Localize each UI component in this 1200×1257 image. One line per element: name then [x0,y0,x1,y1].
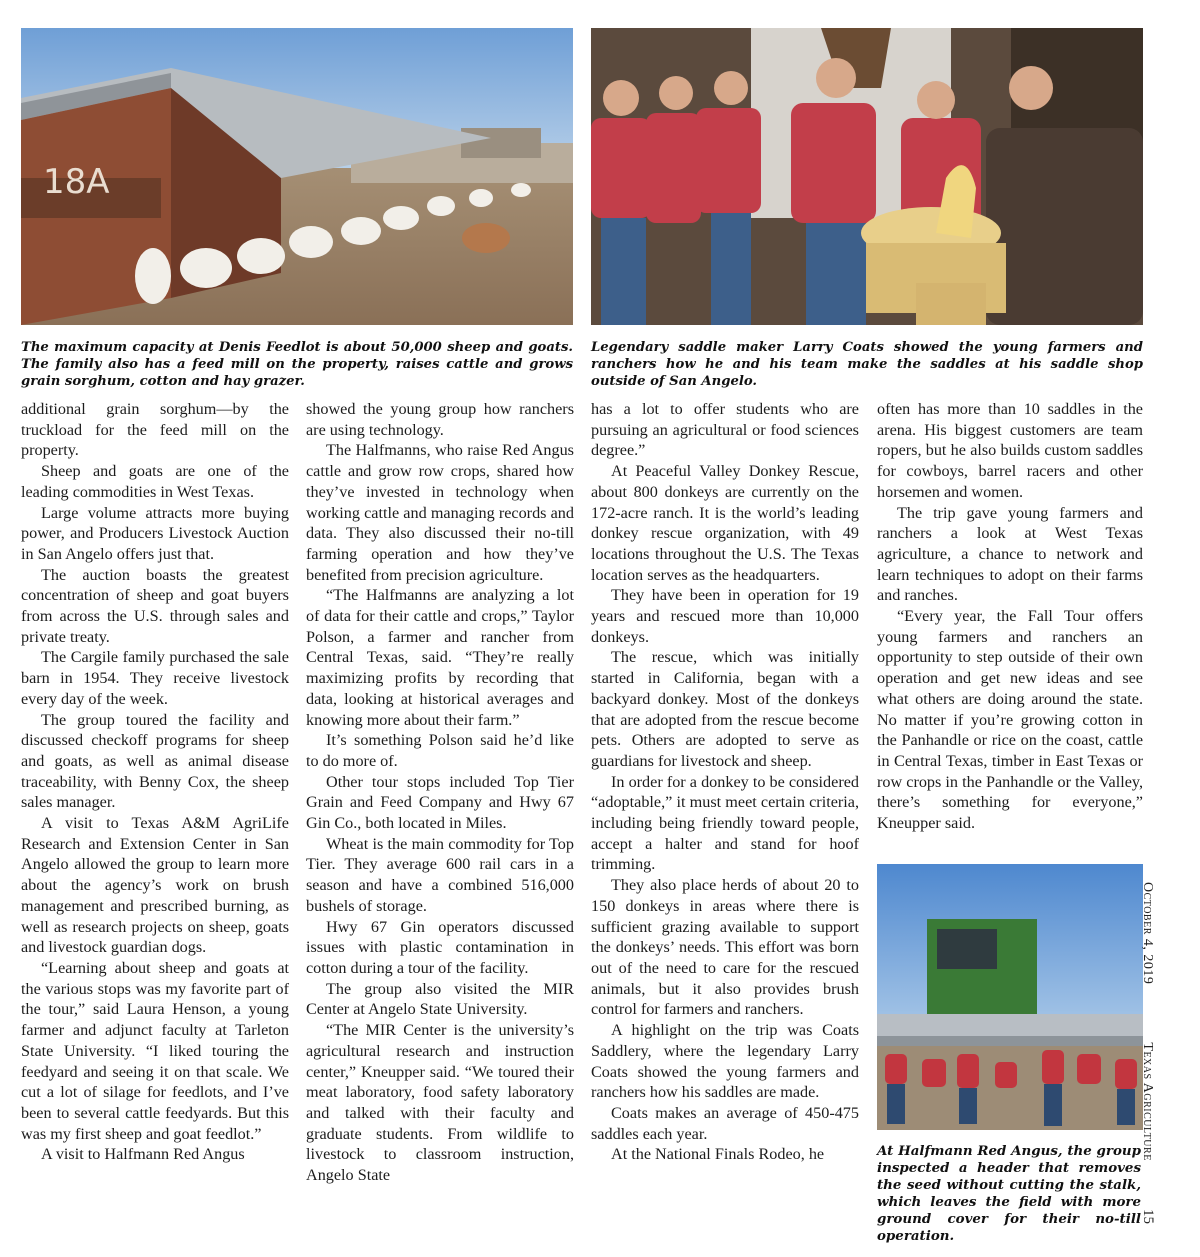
saddle-shop-photo-caption: Legendary saddle maker Larry Coats showed the young farmers and ranchers how he and his team make the saddles at his saddle shop outside of San Angelo. [591,340,1143,389]
article-paragraph: A highlight on the trip was Coats Saddlery, where the legendary Larry Coats showed the young farmers and ranchers how his saddles are made. [591,1021,859,1102]
article-paragraph: “Learning about sheep and goats at the various stops was my favorite part of the tour,” said Laura Henson, a young farmer and adjunct faculty at Tarleton State University. “I liked touring the feedyard and seeing it on that scale. We cut a lot of silage for feedlots, and I’ve been to several cattle feedyards. But this was my first sheep and goat feedlot.” [21,958,289,1143]
article-paragraph: “The Halfmanns are analyzing a lot of data for their cattle and crops,” Taylor Polson, a farmer and rancher from Central Texas, said. “They’re really maximizing profits by recording that data, looking at historical averages and knowing more about their farm.” [306,586,574,729]
article-paragraph: “Every year, the Fall Tour offers young farmers and ranchers an opportunity to step outside of their own operation and get new ideas and see what others are doing around the state. No matter if you’re growing cotton in the Panhandle or rice on the coast, cattle in Central Texas, timber in East Texas or row crops in the Panhandle or the Valley, there’s something for everyone,” Kneupper said. [877,607,1143,833]
article-paragraph: additional grain sorghum—by the truckload for the feed mill on the property. [21,400,289,460]
shed-sign-text: 18A [43,162,110,202]
feedlot-photo [21,28,573,325]
article-paragraph: In order for a donkey to be considered “adoptable,” it must meet certain criteria, including being friendly toward people, accept a halter and stand for hoof trimming. [591,772,859,874]
article-column-1 [21,399,289,1165]
issue-date: October 4, 2019 [1140,882,1155,985]
article-paragraph: The group also visited the MIR Center at Angelo State University. [306,979,574,1019]
article-paragraph: Large volume attracts more buying power, and Producers Livestock Auction in San Angelo offers just that. [21,503,289,563]
article-paragraph: often has more than 10 saddles in the arena. His biggest customers are team ropers, but he also builds custom saddles for cowboys, barrel racers and other horsemen and women. [877,400,1143,501]
article-paragraph: At Peaceful Valley Donkey Rescue, about 800 donkeys are currently on the 172-acre ranch. It is the world’s leading donkey rescue organization, with 49 locations throughout the U.S. The Texas location serves as the headquarters. [591,462,859,584]
article-paragraph: A visit to Halfmann Red Angus [41,1145,245,1164]
article-column-2 [306,399,574,1186]
page-number: 15 [1140,1209,1156,1224]
article-paragraph: At the National Finals Rodeo, he [611,1145,825,1164]
combine-header-photo-caption: At Halfmann Red Angus, the group inspected a header that removes the seed without cutting the stalk, which leaves the field with more ground cover for their no-till operation. [877,1143,1141,1244]
article-paragraph: The group toured the facility and discussed checkoff programs for sheep and goats, as well as animal disease traceability, with Benny Cox, the sheep sales manager. [21,710,289,812]
article-paragraph: Sheep and goats are one of the leading commodities in West Texas. [21,462,289,501]
article-paragraph: The auction boasts the greatest concentration of sheep and goat buyers from across the U.S. through sales and private treaty. [21,565,289,646]
article-paragraph: They also place herds of about 20 to 150 donkeys in areas where there is sufficient grazing available to support the donkeys’ needs. This effort was born out of the need to care for the rescued animals, but it also provides brush control for farmers and ranchers. [591,876,859,1019]
article-paragraph: showed the young group how ranchers are using technology. [306,400,574,439]
article-paragraph: The Halfmanns, who raise Red Angus cattle and grow row crops, shared how they’ve invested in technology when working cattle and managing records and data. They also discussed their no-till farming operation and how they’ve benefited from precision agriculture. [306,441,574,584]
combine-header-photo [877,864,1143,1130]
feedlot-photo-caption: The maximum capacity at Denis Feedlot is about 50,000 sheep and goats. The family also has a feed mill on the property, raises cattle and grows grain sorghum, cotton and hay grazer. [21,340,573,389]
saddle-shop-photo [591,28,1143,325]
article-paragraph: Other tour stops included Top Tier Grain and Feed Company and Hwy 67 Gin Co., both located in Miles. [306,772,574,833]
article-paragraph: The Cargile family purchased the sale barn in 1954. They receive livestock every day of the week. [21,648,289,708]
article-column-4 [877,399,1143,834]
article-paragraph: The trip gave young farmers and ranchers a look at West Texas agriculture, a chance to network and learn techniques to adopt on their farms and ranches. [877,503,1143,605]
article-paragraph: They have been in operation for 19 years and rescued more than 10,000 donkeys. [591,586,859,646]
publication-side-label [1139,882,1155,1161]
article-paragraph: Wheat is the main commodity for Top Tier. They average 600 rail cars in a season and have a combined 516,000 bushels of storage. [306,834,574,915]
publication-name: Texas Agriculture [1140,1042,1155,1161]
article-paragraph: It’s something Polson said he’d like to do more of. [306,731,574,770]
article-paragraph: Hwy 67 Gin operators discussed issues with plastic contamination in cotton during a tour of the facility. [306,917,574,977]
article-paragraph: Coats makes an average of 450-475 saddles each year. [591,1103,859,1143]
article-paragraph: has a lot to offer students who are pursuing an agricultural or food sciences degree.” [591,400,859,460]
article-column-3 [591,399,859,1165]
article-paragraph: “The MIR Center is the university’s agricultural research and instruction center,” Kneupper said. “We toured their meat laboratory, food safety laboratory and talked with their faculty and graduate students. From wildlife to livestock to classroom instruction, Angelo State [306,1021,574,1185]
article-paragraph: A visit to Texas A&M AgriLife Research and Extension Center in San Angelo allowed the group to learn more about the agency’s work on brush management and prescribed burning, as well as research projects on sheep, goats and livestock guardian dogs. [21,814,289,957]
article-paragraph: The rescue, which was initially started in California, began with a backyard donkey. Most of the donkeys that are adopted from the rescue become pets. Others are adopted to serve as guardians for livestock and sheep. [591,648,859,770]
